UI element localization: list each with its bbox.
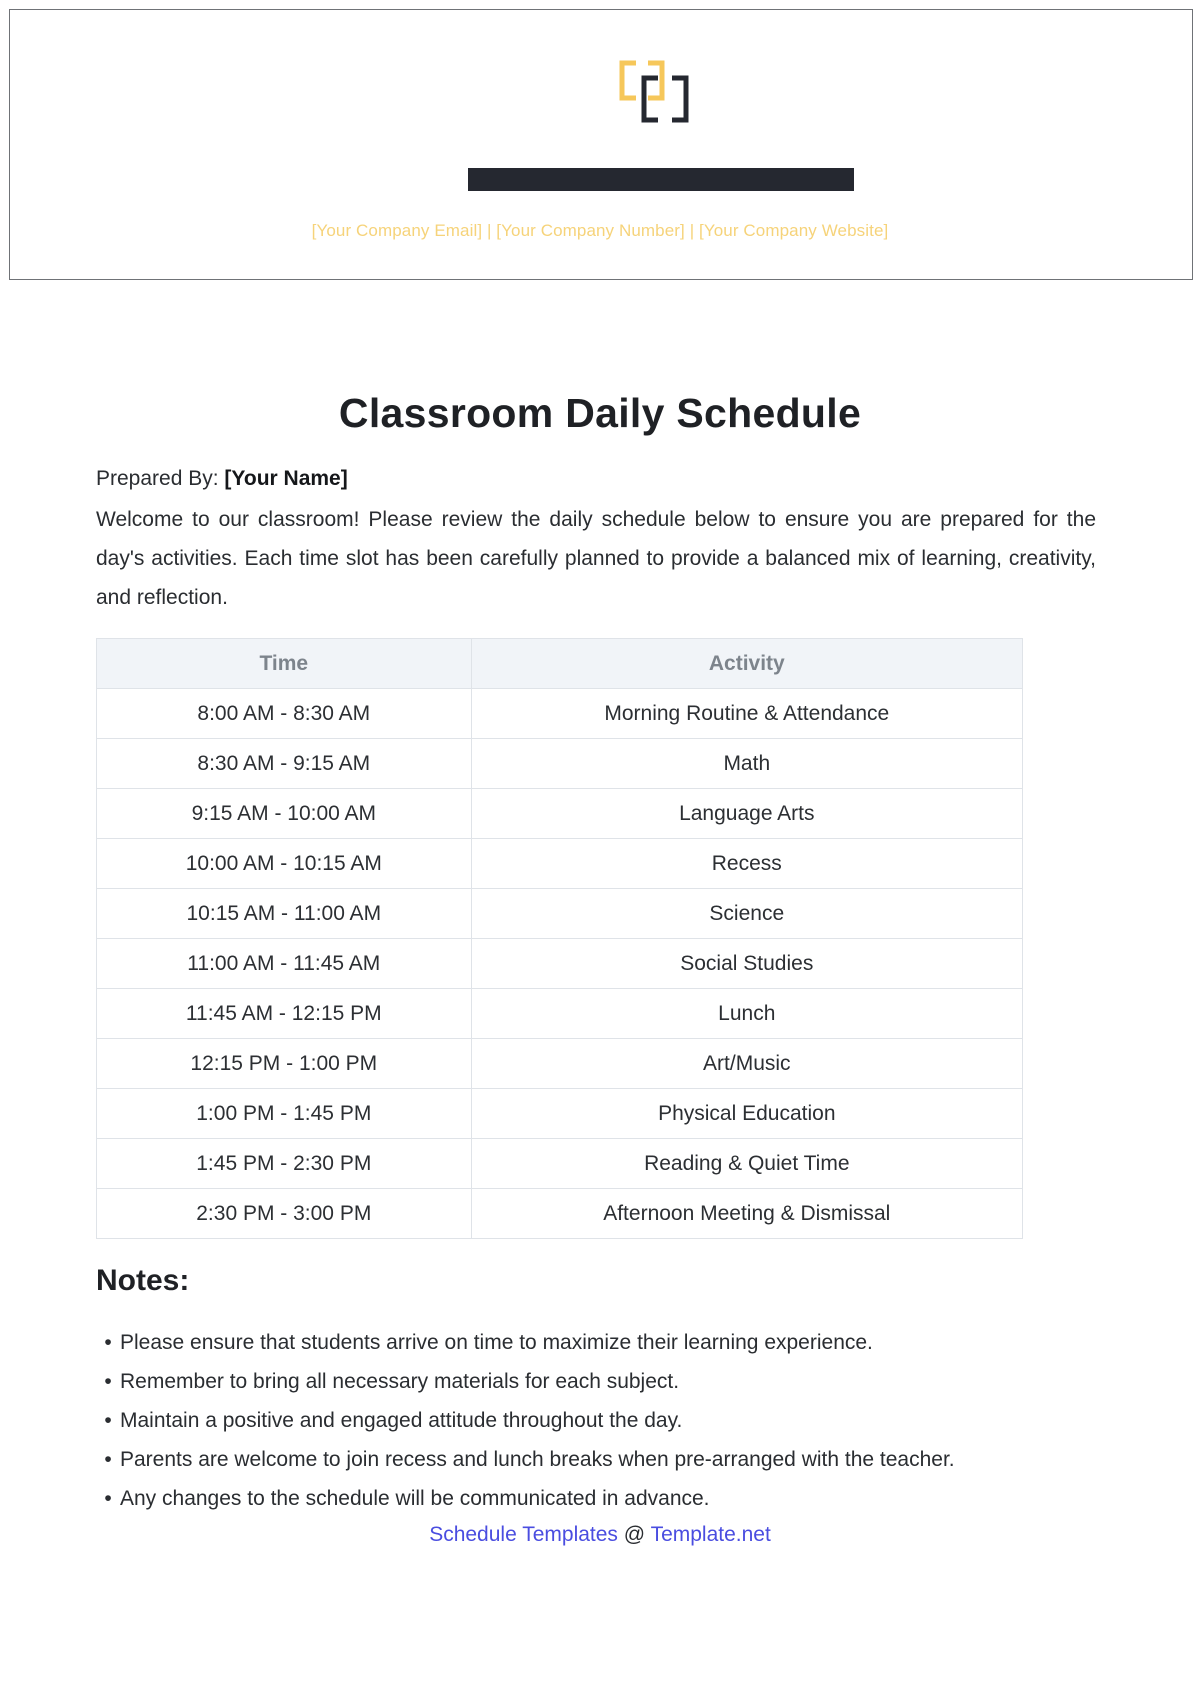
time-cell: 1:00 PM - 1:45 PM <box>97 1089 472 1139</box>
template-net-link[interactable]: Template.net <box>650 1523 771 1546</box>
column-header-activity: Activity <box>471 639 1022 689</box>
notes-heading: Notes: <box>96 1264 190 1297</box>
prepared-by-label: Prepared By: <box>96 467 219 490</box>
time-cell: 10:15 AM - 11:00 AM <box>97 889 472 939</box>
note-text: Remember to bring all necessary materials for each subject. <box>120 1370 680 1393</box>
bullet-icon: • <box>104 1370 112 1393</box>
note-text: Parents are welcome to join recess and lunch breaks when pre-arranged with the teacher. <box>120 1448 955 1471</box>
time-cell: 11:00 AM - 11:45 AM <box>97 939 472 989</box>
time-cell: 9:15 AM - 10:00 AM <box>97 789 472 839</box>
time-cell: 12:15 PM - 1:00 PM <box>97 1039 472 1089</box>
activity-cell: Social Studies <box>471 939 1022 989</box>
activity-cell: Science <box>471 889 1022 939</box>
intro-paragraph: Welcome to our classroom! Please review the daily schedule below to ensure you are prepared for the day's activities. Each time slot has been carefully planned to provide a balanced mix of learning, creativity, and reflection. <box>96 508 1096 609</box>
table-row <box>97 789 1023 839</box>
list-item <box>96 1323 955 1362</box>
note-text: Please ensure that students arrive on time to maximize their learning experience. <box>120 1331 873 1354</box>
activity-cell: Language Arts <box>471 789 1022 839</box>
table-row <box>97 739 1023 789</box>
time-cell: 2:30 PM - 3:00 PM <box>97 1189 472 1239</box>
page-title: Classroom Daily Schedule <box>338 390 862 436</box>
time-cell: 10:00 AM - 10:15 AM <box>97 839 472 889</box>
footer-separator: @ <box>623 1523 646 1546</box>
table-row <box>97 1039 1023 1089</box>
activity-cell: Lunch <box>471 989 1022 1039</box>
table-row <box>97 689 1023 739</box>
schedule-templates-link[interactable]: Schedule Templates <box>429 1523 618 1546</box>
list-item <box>96 1479 955 1518</box>
company-logo-icon <box>618 60 698 135</box>
time-cell: 8:30 AM - 9:15 AM <box>97 739 472 789</box>
table-header-row <box>97 639 1023 689</box>
activity-cell: Afternoon Meeting & Dismissal <box>471 1189 1022 1239</box>
table-row <box>97 889 1023 939</box>
table-row <box>97 839 1023 889</box>
prepared-by-value: [Your Name] <box>224 467 348 490</box>
schedule-table <box>96 638 1023 1239</box>
activity-cell: Art/Music <box>471 1039 1022 1089</box>
bullet-icon: • <box>104 1409 112 1432</box>
company-name-placeholder-bar <box>468 168 854 191</box>
table-row <box>97 1189 1023 1239</box>
activity-cell: Recess <box>471 839 1022 889</box>
column-header-time: Time <box>97 639 472 689</box>
time-cell: 8:00 AM - 8:30 AM <box>97 689 472 739</box>
footer-credit <box>0 1523 1200 1547</box>
activity-cell: Math <box>471 739 1022 789</box>
activity-cell: Physical Education <box>471 1089 1022 1139</box>
note-text: Any changes to the schedule will be communicated in advance. <box>120 1487 710 1510</box>
table-row <box>97 989 1023 1039</box>
activity-cell: Reading & Quiet Time <box>471 1139 1022 1189</box>
table-row <box>97 1089 1023 1139</box>
notes-list <box>96 1323 955 1518</box>
table-row <box>97 1139 1023 1189</box>
table-row <box>97 939 1023 989</box>
bullet-icon: • <box>104 1448 112 1471</box>
list-item <box>96 1362 955 1401</box>
note-text: Maintain a positive and engaged attitude throughout the day. <box>120 1409 683 1432</box>
time-cell: 11:45 AM - 12:15 PM <box>97 989 472 1039</box>
company-contact-line: [Your Company Email] | [Your Company Number] | [Your Company Website] <box>311 221 889 240</box>
time-cell: 1:45 PM - 2:30 PM <box>97 1139 472 1189</box>
bullet-icon: • <box>104 1331 112 1354</box>
list-item <box>96 1401 955 1440</box>
activity-cell: Morning Routine & Attendance <box>471 689 1022 739</box>
prepared-by <box>96 467 348 491</box>
list-item <box>96 1440 955 1479</box>
bullet-icon: • <box>104 1487 112 1510</box>
